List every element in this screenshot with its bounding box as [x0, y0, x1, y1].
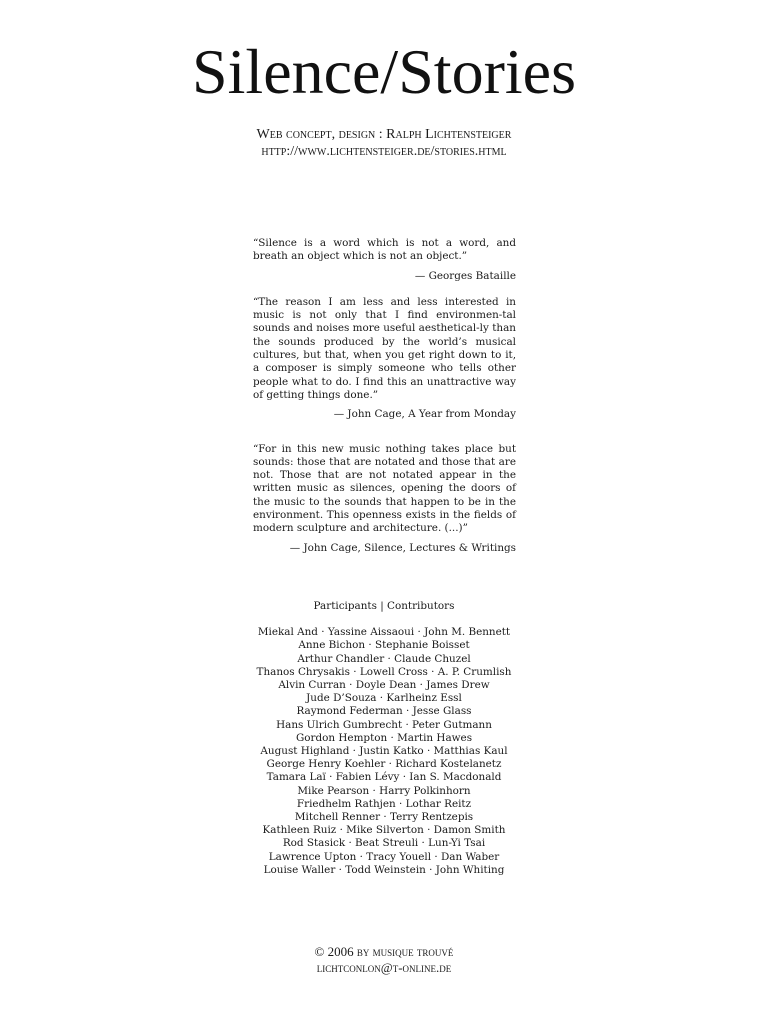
participant-line: Mike Pearson · Harry Polkinhorn [297, 784, 471, 797]
footer [0, 944, 768, 976]
quote-attribution: — Georges Bataille [414, 269, 516, 282]
design-credit: Web concept, design : Ralph Lichtensteiger [256, 127, 512, 142]
quote-block [253, 296, 516, 422]
participant-line: Kathleen Ruiz · Mike Silverton · Damon Smith [262, 824, 506, 837]
participants-list [0, 626, 768, 877]
contact-email[interactable]: lichtconlon@t-online.de [316, 960, 452, 975]
participant-line: Rod Stasick · Beat Streuli · Lun-Yi Tsai [282, 837, 486, 850]
participant-line: Hans Ulrich Gumbrecht · Peter Gutmann [276, 718, 492, 731]
participant-line: Arthur Chandler · Claude Chuzel [297, 652, 471, 665]
participant-line: Louise Waller · Todd Weinstein · John Whiting [263, 863, 505, 876]
quote-text: “The reason I am less and less interested in music is not only that I find environmen-tal sounds and noises more useful aesthetical-ly than the sounds produced by the world’s musical cultures, but that, when you get right down to it, a composer is simply someone who tells other people what to do. I find this an unattractive way of getting things done.” [253, 295, 516, 401]
participants-heading: Participants | Contributors [313, 600, 455, 612]
quote-attribution: — John Cage, Silence, Lectures & Writings [289, 541, 516, 554]
quote-text: “Silence is a word which is not a word, and breath an object which is not an object.” [253, 237, 516, 263]
participant-line: George Henry Koehler · Richard Kostelanetz [266, 758, 502, 771]
participant-line: Alvin Curran · Doyle Dean · James Drew [278, 679, 490, 692]
quote-block [253, 237, 516, 283]
project-url[interactable]: http://www.lichtensteiger.de/stories.html [261, 144, 507, 159]
quote-text: “For in this new music nothing takes place but sounds: those that are notated and those that are not. Those that are not notated appear in the written music as silences, opening the doors of the music to the sounds that happen to be in the environment. This openness exists in the fields of modern sculpture and architecture. (...)” [253, 442, 516, 535]
page-title: Silence/Stories [192, 36, 576, 107]
participant-line: August Highland · Justin Katko · Matthias Kaul [260, 745, 508, 758]
participants-section [0, 600, 768, 877]
participant-line: Thanos Chrysakis · Lowell Cross · A. P. Crumlish [256, 665, 512, 678]
participant-line: Miekal And · Yassine Aissaoui · John M. Bennett [257, 626, 511, 639]
copyright-notice: © 2006 by musique trouvé [314, 944, 454, 959]
quotes-section [253, 237, 516, 555]
participant-line: Anne Bichon · Stephanie Boisset [298, 639, 470, 652]
participant-line: Friedhelm Rathjen · Lothar Reitz [296, 797, 472, 810]
participant-line: Raymond Federman · Jesse Glass [296, 705, 472, 718]
quote-attribution: — John Cage, A Year from Monday [333, 408, 516, 421]
participant-line: Mitchell Renner · Terry Rentzepis [294, 811, 474, 824]
participant-line: Lawrence Upton · Tracy Youell · Dan Waber [268, 850, 500, 863]
credits [0, 126, 768, 160]
participant-line: Gordon Hempton · Martin Hawes [295, 731, 473, 744]
quote-block [253, 443, 516, 555]
participant-line: Jude D’Souza · Karlheinz Essl [306, 692, 462, 705]
participant-line: Tamara Laï · Fabien Lévy · Ian S. Macdonald [266, 771, 502, 784]
